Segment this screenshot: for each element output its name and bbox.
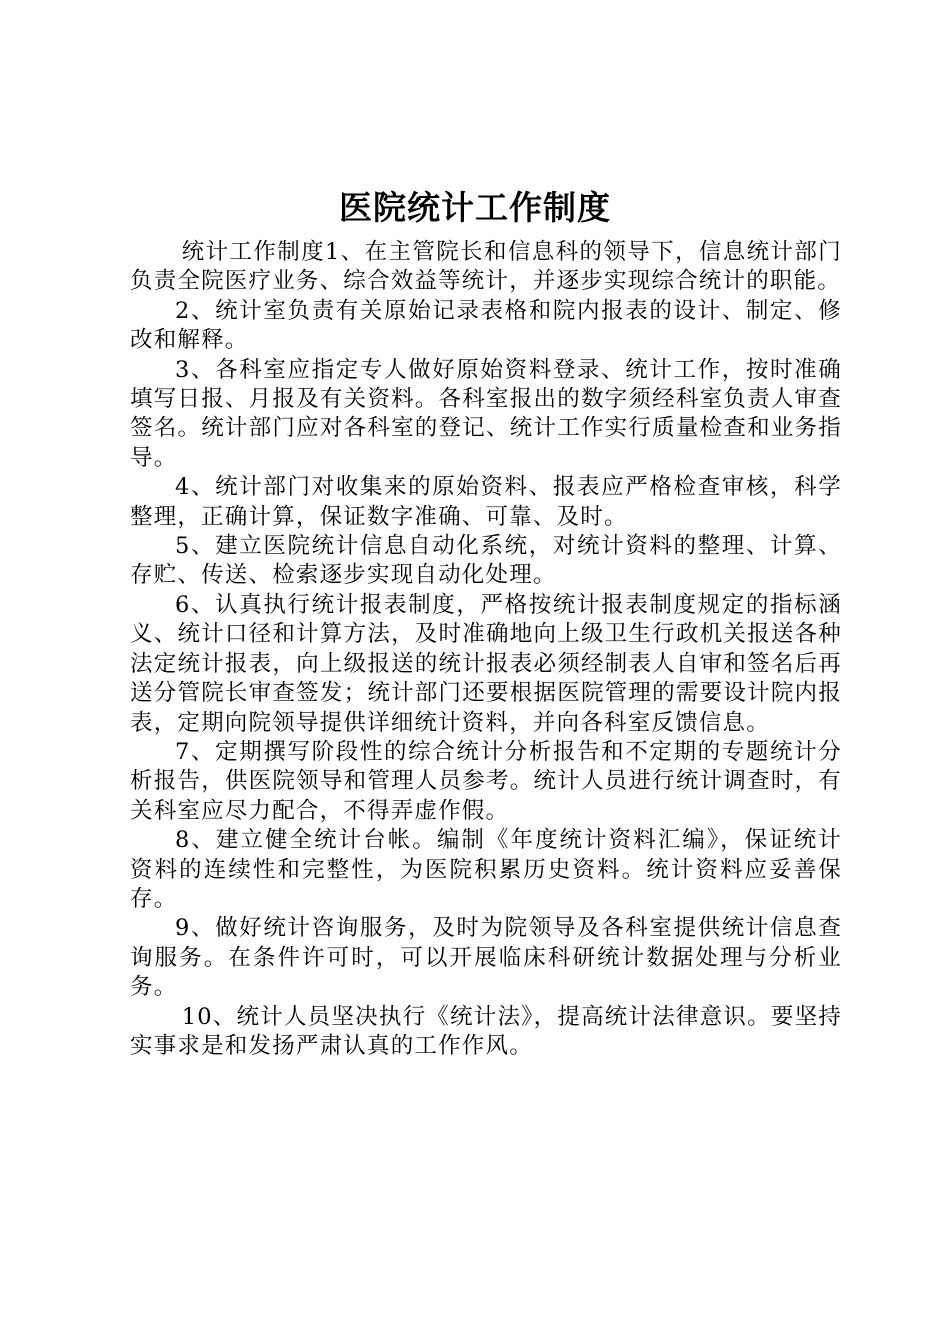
paragraph-7: 7、定期撰写阶段性的综合统计分析报告和不定期的专题统计分析报告，供医院领导和管理人员参考。统计人员进行统计调查时，有关科室应尽力配合，不得弄虚作假。 [130, 738, 842, 824]
paragraph-2: 2、统计室负责有关原始记录表格和院内报表的设计、制定、修改和解释。 [130, 297, 842, 354]
paragraph-6: 6、认真执行统计报表制度，严格按统计报表制度规定的指标涵义、统计口径和计算方法，及时准确地向上级卫生行政机关报送各种法定统计报表，向上级报送的统计报表必须经制表人自审和签名后再送分管院长审查签发；统计部门还要根据医院管理的需要设计院内报表，定期向院领导提供详细统计资料，并向各科室反馈信息。 [130, 591, 842, 736]
paragraph-1: 统计工作制度1、在主管院长和信息科的领导下，信息统计部门负责全院医疗业务、综合效益等统计，并逐步实现综合统计的职能。 [130, 239, 842, 295]
document-title: 医院统计工作制度 [339, 188, 611, 227]
document-body [130, 238, 842, 1061]
paragraph-9: 9、做好统计咨询服务，及时为院领导及各科室提供统计信息查询服务。在条件许可时，可以开展临床科研统计数据处理与分析业务。 [130, 915, 842, 1001]
paragraph-10: 10、统计人员坚决执行《统计法》，提高统计法律意识。要坚持实事求是和发扬严肃认真的工作作风。 [130, 1003, 842, 1059]
paragraph-8: 8、建立健全统计台帐。编制《年度统计资料汇编》，保证统计资料的连续性和完整性，为医院积累历史资料。统计资料应妥善保存。 [130, 827, 842, 912]
paragraph-5: 5、建立医院统计信息自动化系统，对统计资料的整理、计算、存贮、传送、检索逐步实现自动化处理。 [130, 533, 842, 589]
paragraph-3: 3、各科室应指定专人做好原始资料登录、统计工作，按时准确填写日报、月报及有关资料。各科室报出的数字须经科室负责人审查签名。统计部门应对各科室的登记、统计工作实行质量检查和业务指导。 [130, 356, 842, 471]
paragraph-4: 4、统计部门对收集来的原始资料、报表应严格检查审核，科学整理，正确计算，保证数字准确、可靠、及时。 [130, 474, 842, 530]
